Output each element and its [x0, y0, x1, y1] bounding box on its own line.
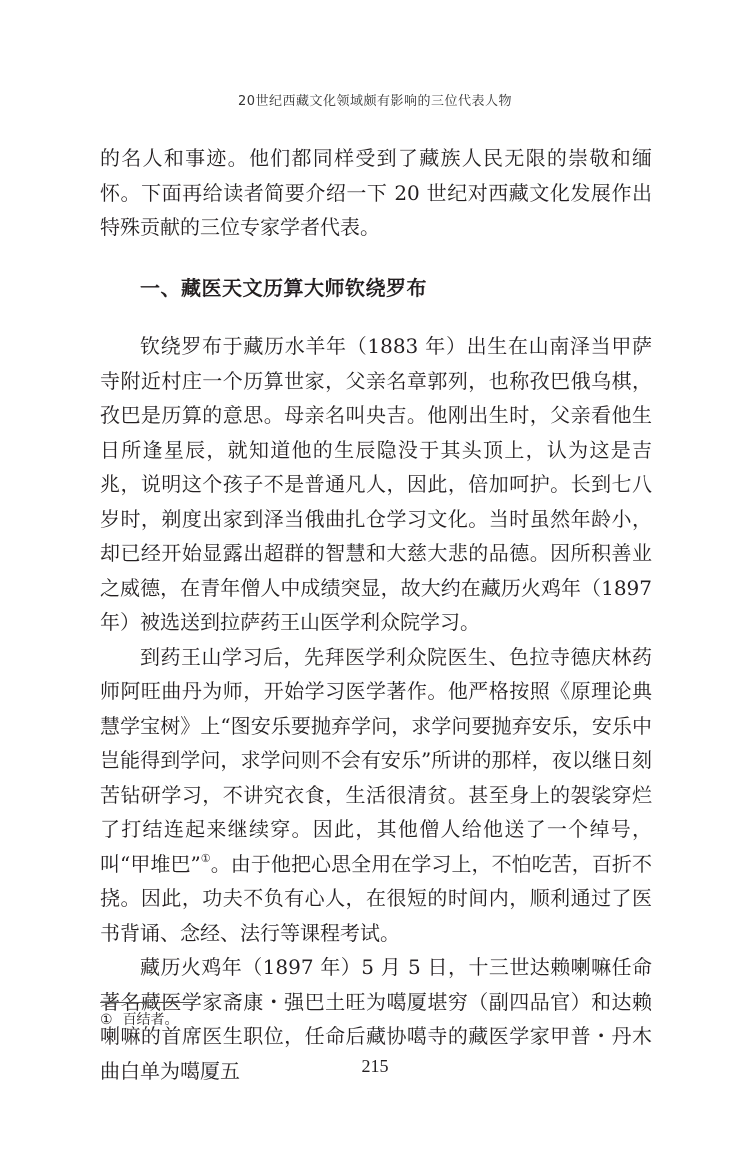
footnote-text: 百结者。 — [122, 1012, 179, 1028]
paragraph-2-part-b: 。由于他把心思全用在学习上，不怕吃苦，百折不挠。因此，功夫不负有心人，在很短的时间内，顺利通过了医书背诵、念经、法行等课程考试。 — [100, 851, 652, 945]
section-heading: 一、藏医天文历算大师钦绕罗布 — [140, 276, 427, 300]
footnote-mark: ① — [100, 1012, 113, 1028]
page-number: 215 — [361, 1056, 389, 1076]
paragraph-1: 钦绕罗布于藏历水羊年（1883 年）出生在山南泽当甲萨寺附近村庄一个历算世家，父亲名章郭列，也称孜巴俄乌棋，孜巴是历算的意思。母亲名叫央吉。他刚出生时，父亲看他生日所逢星辰，就知道他的生辰隐没于其头顶上，认为这是吉兆，说明这个孩子不是普通凡人，因此，倍加呵护。长到七八岁时，剃度出家到泽当俄曲扎仓学习文化。当时虽然年龄小，却已经开始显露出超群的智慧和大慈大悲的品德。因所积善业之威德，在青年僧人中成绩突显，故大约在藏历火鸡年（1897 年）被选送到拉萨药王山医学利众院学习。 — [100, 334, 652, 634]
paragraph-2-part-a: 到药王山学习后，先拜医学利众院医生、色拉寺德庆林药师阿旺曲丹为师，开始学习医学著作。他严格按照《原理论典慧学宝树》上“图安乐要抛弃学问，求学问要抛弃安乐，安乐中岂能得到学问，求学问则不会有安乐”所讲的那样，夜以继日刻苦钻研学习，不讲究衣食，生活很清贫。甚至身上的袈裟穿烂了打结连起来继续穿。因此，其他僧人给他送了一个绰号，叫“甲堆巴” — [100, 644, 652, 876]
paragraph-3: 藏历火鸡年（1897 年）5 月 5 日，十三世达赖喇嘛任命著名藏医学家斋康・强巴土旺为噶厦堪穷（副四品官）和达赖喇嘛的首席医生职位，任命后藏协噶寺的藏医学家甲普・丹木曲白单为噶厦五 — [100, 955, 652, 1083]
footnote-divider — [100, 1002, 195, 1003]
paragraph-2 — [100, 640, 652, 951]
footnote-reference[interactable]: ① — [200, 851, 211, 865]
running-header: 20世纪西藏文化领域颇有影响的三位代表人物 — [237, 94, 513, 109]
section-body — [100, 329, 652, 1088]
continuation-paragraph — [100, 141, 652, 245]
footnote — [100, 1010, 179, 1030]
intro-text: 的名人和事迹。他们都同样受到了藏族人民无限的崇敬和缅怀。下面再给读者简要介绍一下 20 世纪对西藏文化发展作出特殊贡献的三位专家学者代表。 — [100, 146, 652, 239]
